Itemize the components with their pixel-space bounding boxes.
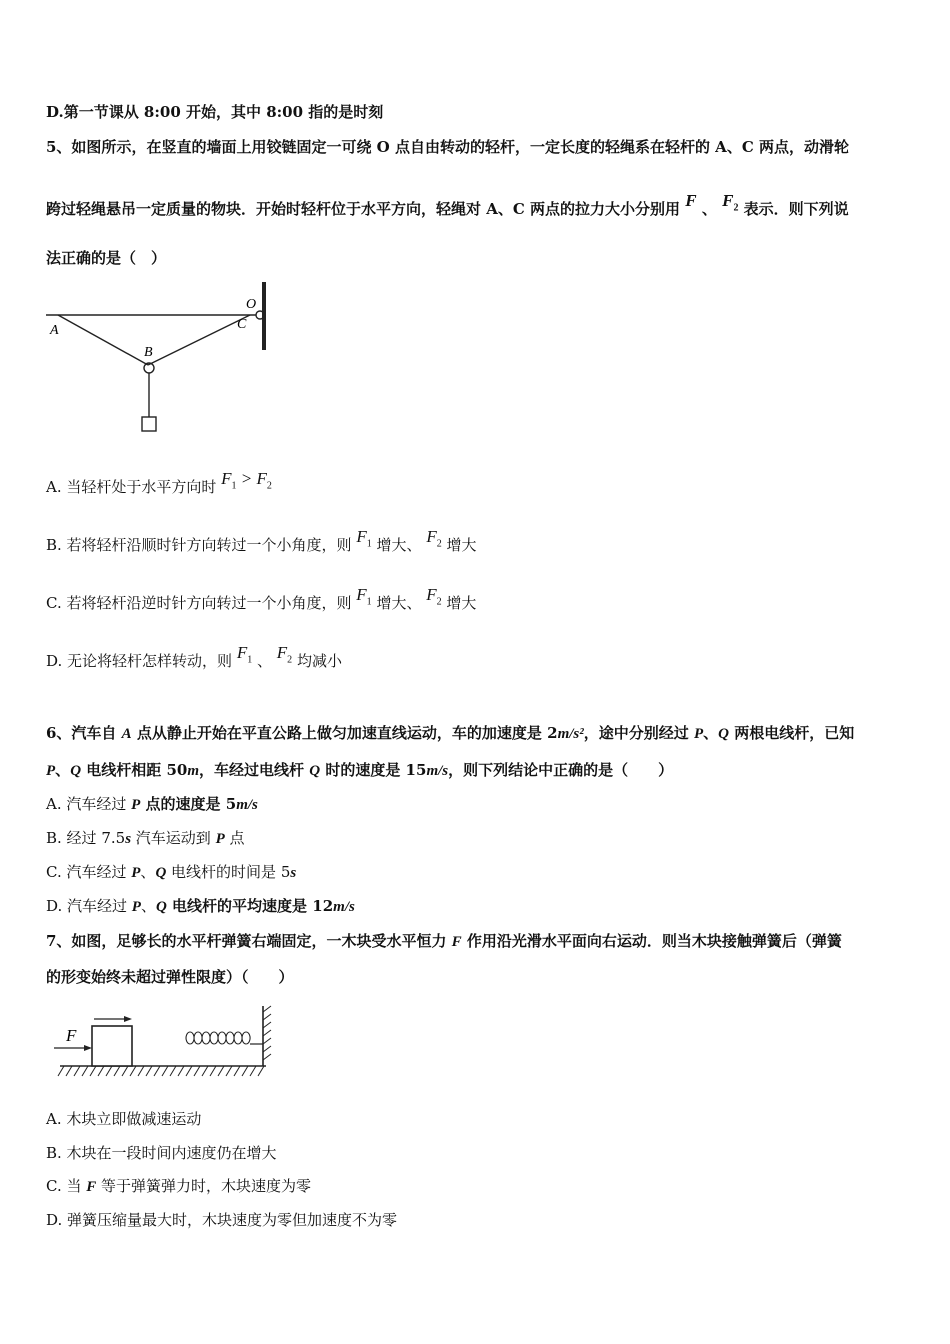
formula-f2: $F_2$ (426, 585, 442, 608)
q6-stem-line1: 6、汽车自 A 点从静止开始在平直公路上做匀加速直线运动，车的加速度是 2m/s²，途中分别经过 P、Q 两根电线杆，已知 (46, 724, 855, 742)
formula-f2: $F_2$ (276, 643, 293, 666)
label-c: C (237, 317, 247, 332)
label-f: F (66, 1026, 77, 1045)
option-text: D. 无论将轻杆怎样转动，则 (46, 652, 233, 670)
q7-option-a: A. 木块立即做减速运动 (46, 1110, 202, 1128)
q7-diagram (52, 1004, 282, 1084)
force-arrowhead (84, 1045, 92, 1051)
option-text: 增大 (446, 594, 477, 612)
q4-option-d: D.第一节课从 8:00 开始，其中 8:00 指的是时刻 (46, 103, 384, 121)
q6-option-a: A. 汽车经过 P 点的速度是 5m/s (46, 795, 258, 813)
label-b: B (144, 345, 153, 360)
formula-f1: $F_1$ (356, 527, 372, 550)
formula-f2: $F_2$ (426, 527, 442, 550)
wood-block (92, 1026, 132, 1066)
q7-option-b: B. 木块在一段时间内速度仍在增大 (46, 1144, 277, 1162)
q5-option-a (46, 469, 272, 504)
velocity-arrowhead (124, 1016, 132, 1022)
wall-hatch (263, 1006, 271, 1060)
block (142, 417, 156, 431)
option-text: C. 若将轻杆沿逆时针方向转过一个小角度，则 (46, 594, 352, 612)
label-a: A (50, 323, 59, 338)
q7-stem-line1: 7、如图，足够长的水平杆弹簧右端固定，一木块受水平恒力 F 作用沿光滑水平面向右运动．则当木块接触弹簧后（弹簧 (46, 932, 842, 950)
option-text: 增大、 (376, 536, 422, 554)
rope-ab (58, 315, 148, 365)
formula-f1: F (685, 191, 697, 210)
separator: 、 (256, 652, 272, 670)
q5-option-d (46, 643, 342, 678)
spring (186, 1032, 250, 1044)
formula-f1: $F_1$ (356, 585, 372, 608)
q7-option-c: C. 当 F 等于弹簧弹力时，木块速度为零 (46, 1177, 312, 1195)
ground-hatch (58, 1066, 264, 1076)
q5-stem-line3: 法正确的是（ ） (46, 249, 167, 267)
option-text: 增大、 (376, 594, 422, 612)
label-o: O (246, 297, 257, 312)
separator: 、 (701, 200, 717, 218)
q5-stem-text: 跨过轻绳悬吊一定质量的物块．开始时轻杆位于水平方向，轻绳对 A、C 两点的拉力大小分别用 (46, 200, 681, 218)
q5-option-c (46, 585, 477, 620)
q7-option-d: D. 弹簧压缩量最大时，木块速度为零但加速度不为零 (46, 1211, 398, 1229)
q6-option-d: D. 汽车经过 P、Q 电线杆的平均速度是 12m/s (46, 897, 355, 915)
formula-f2: $F_2$ (722, 191, 739, 214)
option-text: A. 当轻杆处于水平方向时 (46, 478, 217, 496)
rope-bc (148, 315, 250, 365)
q5-stem-line2 (46, 191, 849, 226)
formula-f1: $F_1$ (236, 643, 253, 666)
formula-f1: $F_1 > F_2$ (221, 469, 272, 492)
q6-stem-line2: P、Q 电线杆相距 50m，车经过电线杆 Q 时的速度是 15m/s，则下列结论中正确的是（ ） (46, 761, 674, 779)
q5-stem-line1: 5、如图所示，在竖直的墙面上用铰链固定一可绕 O 点自由转动的轻杆，一定长度的轻绳系在轻杆的 A、C 两点，动滑轮 (46, 138, 849, 156)
option-text: 增大 (446, 536, 477, 554)
q5-option-b (46, 527, 477, 562)
q6-option-b: B. 经过 7.5s 汽车运动到 P 点 (46, 829, 245, 847)
q5-stem-text-end: 表示．则下列说 (743, 200, 849, 218)
option-text: B. 若将轻杆沿顺时针方向转过一个小角度，则 (46, 536, 352, 554)
q7-stem-line2: 的形变始终未超过弹性限度）（ ） (46, 968, 294, 986)
q5-diagram (44, 280, 284, 440)
option-text: 均减小 (296, 652, 342, 670)
q6-option-c: C. 汽车经过 P、Q 电线杆的时间是 5s (46, 863, 297, 881)
